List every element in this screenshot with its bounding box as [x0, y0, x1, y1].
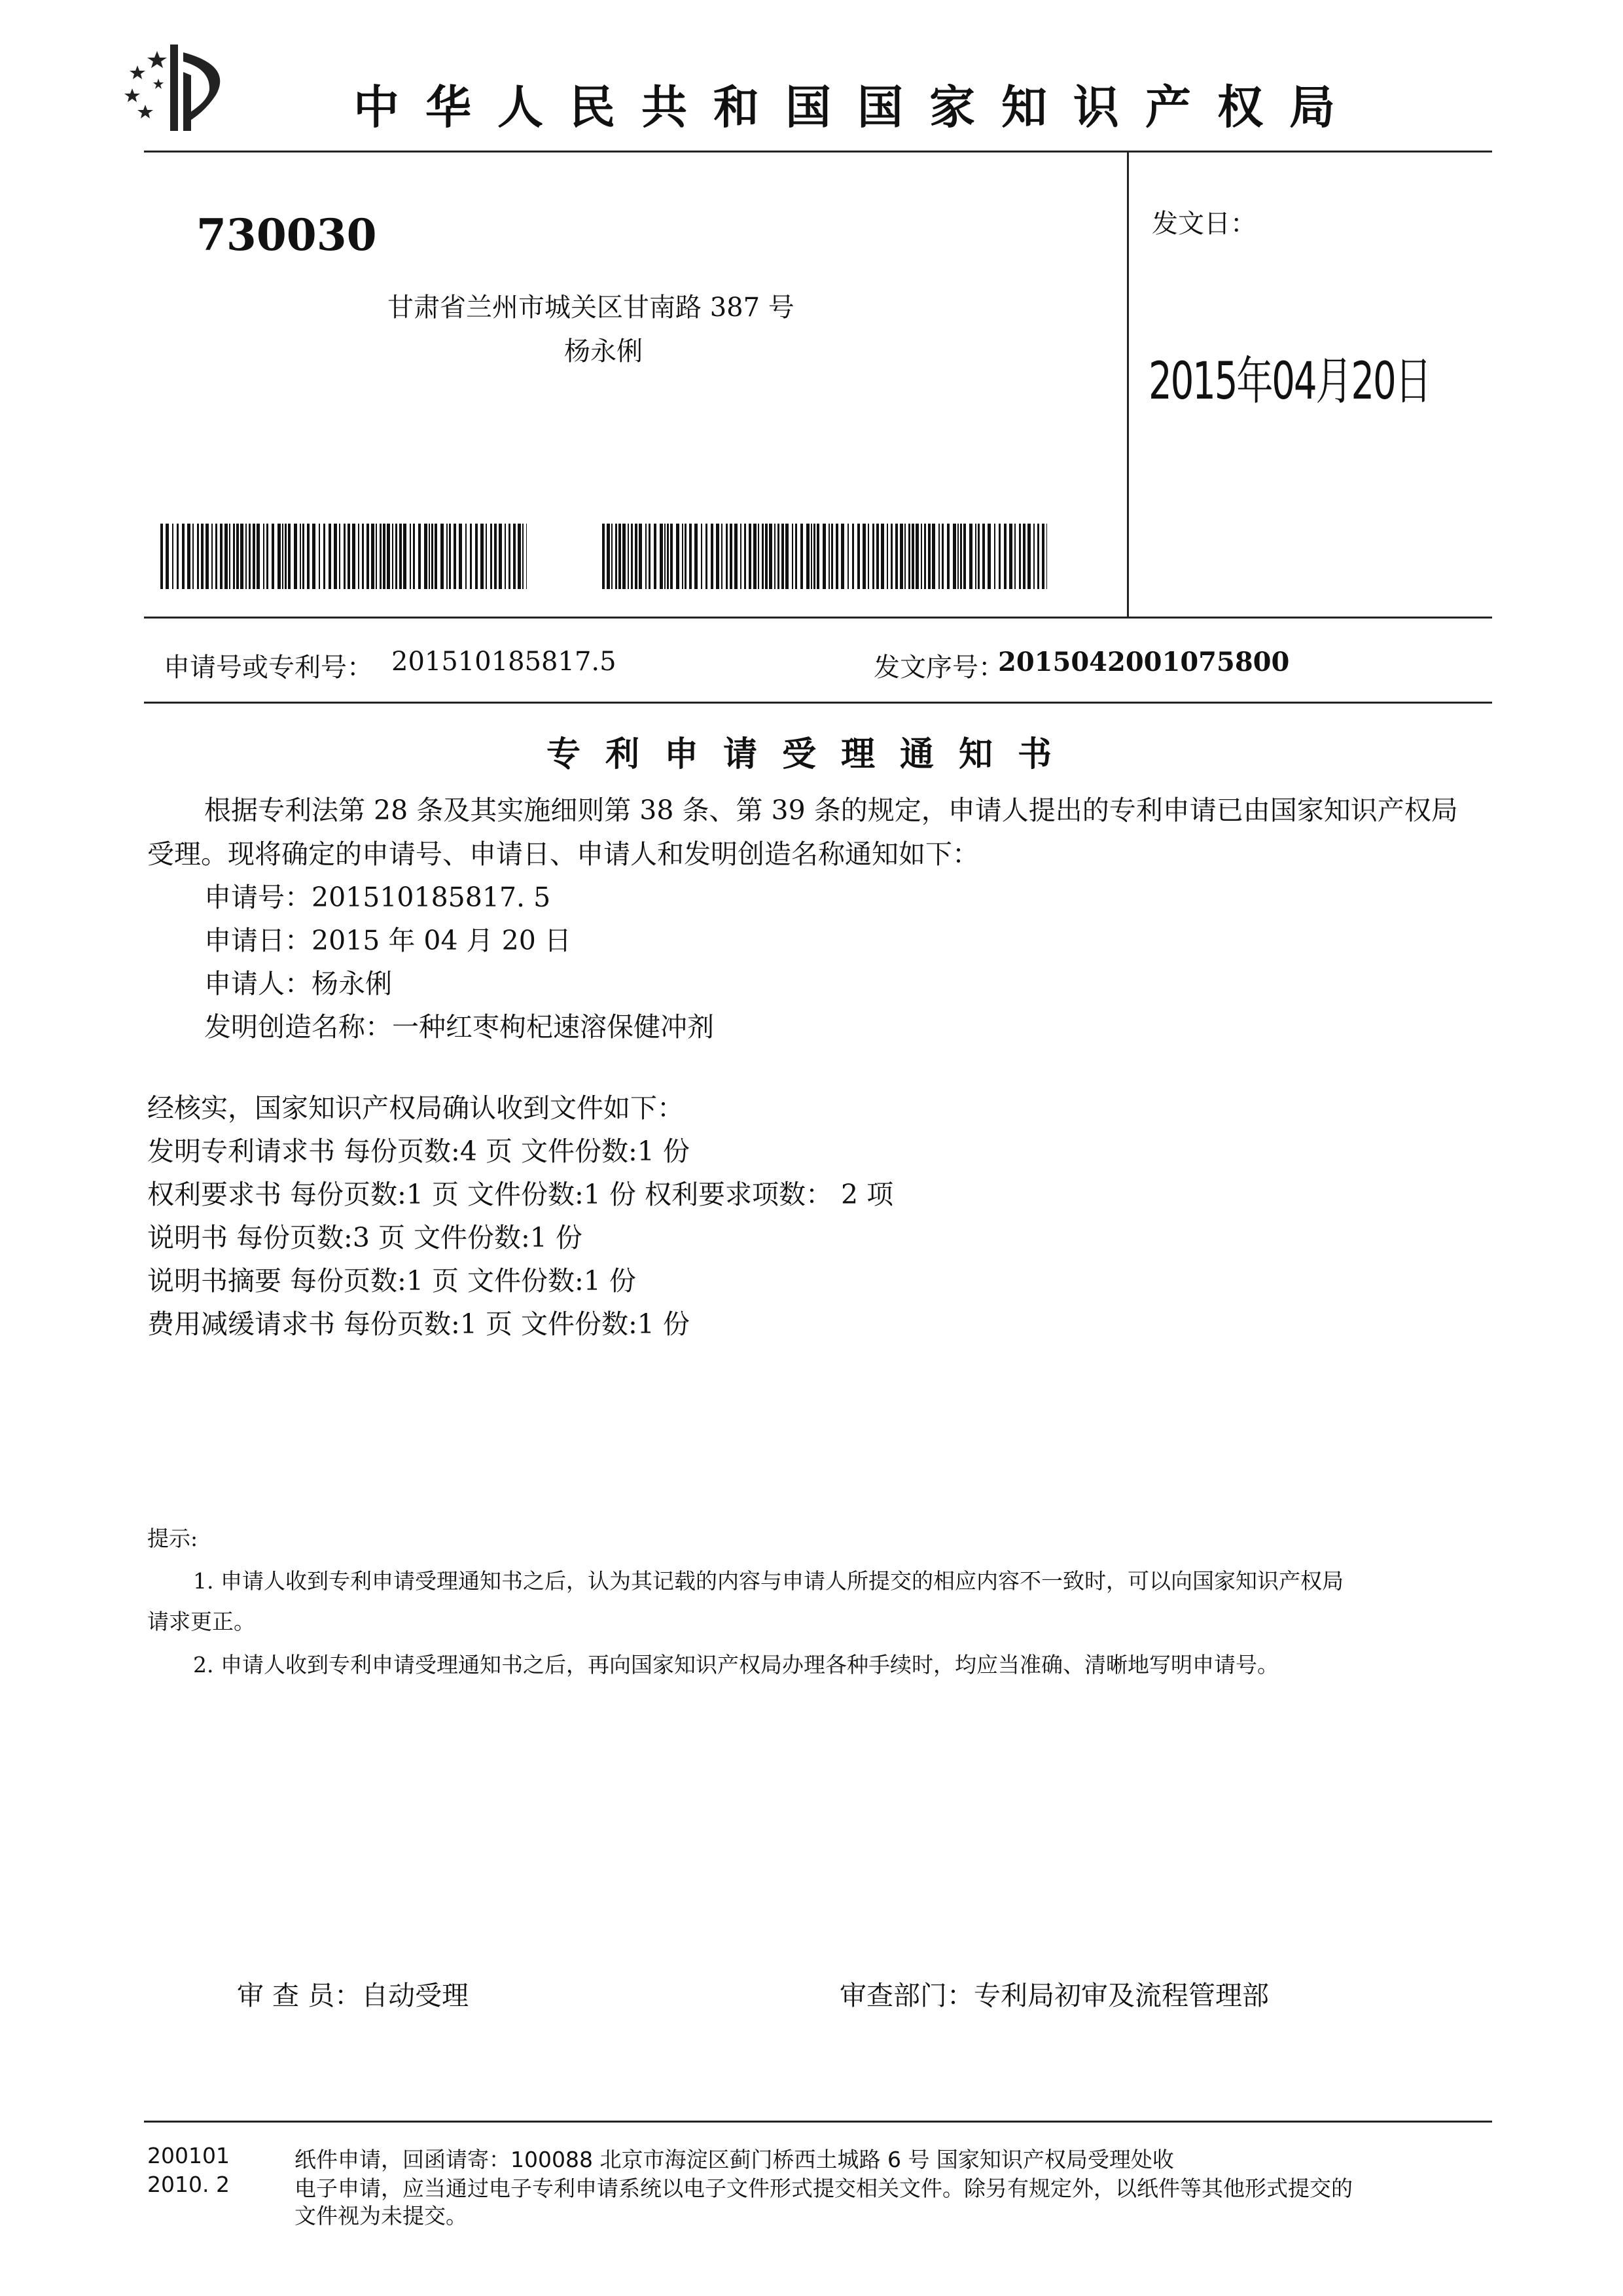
agency-title: 中华人民共和国国家知识产权局 — [353, 80, 1361, 134]
app-no-label: 申请号或专利号： — [164, 653, 373, 683]
filing-date: 申请日：2015 年 04 月 20 日 — [204, 925, 571, 956]
document-item: 说明书摘要 每份页数:1 页 文件份数:1 份 — [147, 1265, 636, 1297]
paper-filing-notice: 纸件申请，回函请寄：100088 北京市海淀区蓟门桥西土城路 6 号 国家知识产权局受理处收 — [294, 2147, 1174, 2172]
form-version: 2010. 2 — [147, 2172, 230, 2197]
app-no-value: 201510185817.5 — [391, 647, 616, 677]
electronic-filing-notice-2: 文件视为未提交。 — [294, 2203, 467, 2229]
tip-1-line-2: 请求更正。 — [147, 1609, 255, 1634]
notice-title: 专利申请受理通知书 — [546, 734, 1077, 774]
applicant: 申请人：杨永俐 — [204, 968, 392, 999]
issue-date-label: 发文日： — [1152, 209, 1257, 239]
postcode: 730030 — [196, 209, 377, 260]
footer-divider — [144, 2121, 1492, 2123]
invention-title: 发明创造名称：一种红枣枸杞速溶保健冲剂 — [204, 1011, 714, 1043]
electronic-filing-notice-1: 电子申请，应当通过电子专利申请系统以电子文件形式提交相关文件。除另有规定外，以纸件等其他形式提交的 — [294, 2176, 1353, 2201]
serial-label: 发文序号： — [874, 653, 1005, 683]
intro-line-1: 根据专利法第 28 条及其实施细则第 38 条、第 39 条的规定，申请人提出的专利申请已由国家知识产权局 — [204, 795, 1458, 826]
document-item: 费用减缓请求书 每份页数:1 页 文件份数:1 份 — [147, 1308, 690, 1340]
refs-top-divider — [144, 617, 1492, 619]
tip-2: 2. 申请人收到专利申请受理通知书之后，再向国家知识产权局办理各种手续时，均应当准确、清晰地写明申请号。 — [193, 1652, 1279, 1677]
cnipa-emblem-icon — [118, 39, 249, 137]
examiner: 审 查 员：自动受理 — [237, 1980, 469, 2011]
examination-department: 审查部门：专利局初审及流程管理部 — [840, 1980, 1269, 2011]
barcode-right — [602, 524, 1047, 589]
mailing-address: 甘肃省兰州市城关区甘南路 387 号 — [387, 293, 794, 323]
refs-bottom-divider — [144, 702, 1492, 704]
form-code: 200101 — [147, 2143, 230, 2168]
barcode-left — [160, 524, 527, 589]
serial-value: 2015042001075800 — [998, 647, 1290, 677]
intro-line-2: 受理。现将确定的申请号、申请日、申请人和发明创造名称通知如下： — [147, 838, 979, 870]
document-item: 权利要求书 每份页数:1 页 文件份数:1 份 权利要求项数： 2 项 — [147, 1179, 894, 1210]
header-divider — [144, 151, 1492, 152]
recipient-name: 杨永俐 — [564, 336, 643, 367]
confirm-heading: 经核实，国家知识产权局确认收到文件如下： — [147, 1092, 684, 1124]
tips-heading: 提示: — [147, 1526, 198, 1551]
tip-1-line-1: 1. 申请人收到专利申请受理通知书之后，认为其记载的内容与申请人所提交的相应内容不一致时，可以向国家知识产权局 — [193, 1568, 1344, 1594]
issue-date: 2015年04月20日 — [1149, 352, 1431, 411]
document-item: 说明书 每份页数:3 页 文件份数:1 份 — [147, 1222, 582, 1253]
application-no: 申请号：201510185817. 5 — [204, 882, 551, 913]
date-box-divider — [1127, 151, 1129, 617]
document-item: 发明专利请求书 每份页数:4 页 文件份数:1 份 — [147, 1136, 690, 1167]
